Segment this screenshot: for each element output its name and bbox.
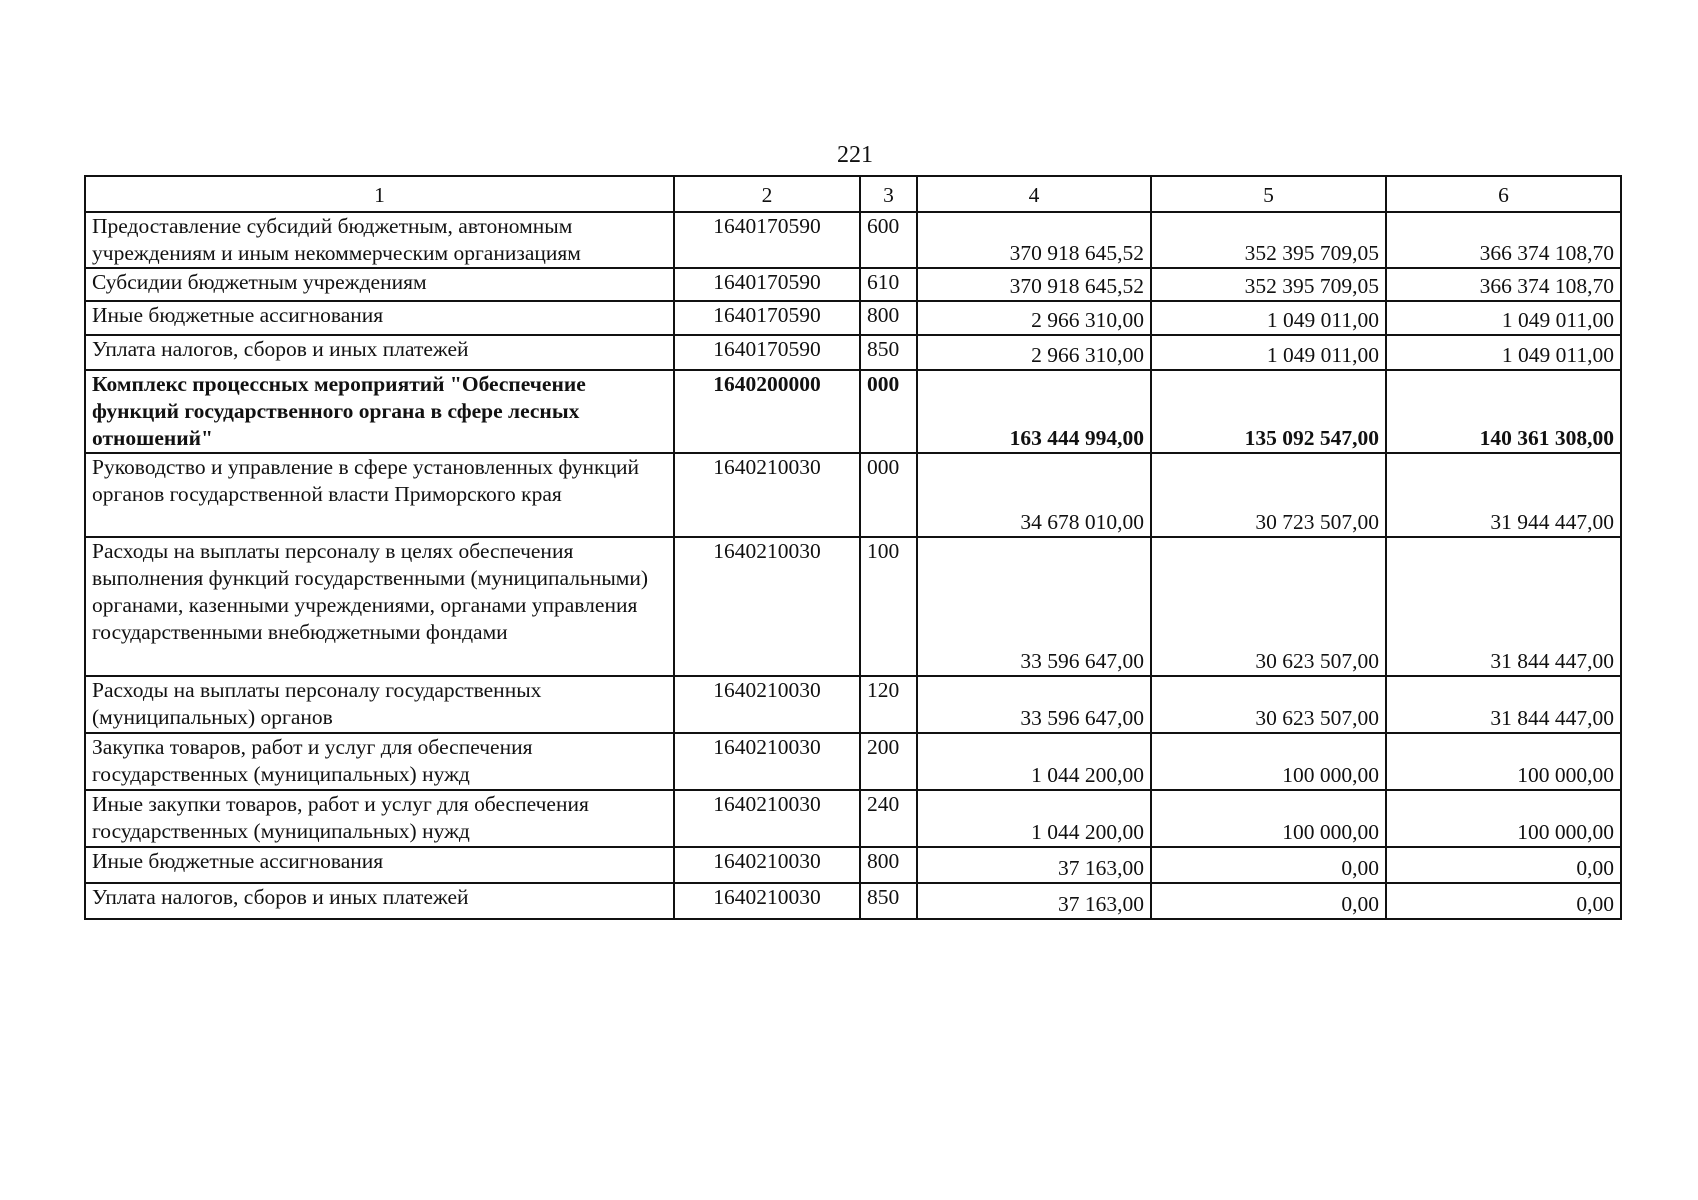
row-value-col6: 1 049 011,00 [1386, 335, 1621, 370]
row-value-col5: 0,00 [1151, 847, 1386, 883]
row-value-col4: 1 044 200,00 [917, 790, 1151, 847]
row-expense-type: 610 [860, 268, 917, 301]
table-row [85, 847, 1621, 883]
row-expense-type: 850 [860, 335, 917, 370]
table-row [85, 733, 1621, 790]
row-value-col5: 352 395 709,05 [1151, 268, 1386, 301]
row-name: Закупка товаров, работ и услуг для обеспечения государственных (муниципальных) нужд [85, 733, 674, 790]
row-value-col6: 140 361 308,00 [1386, 370, 1621, 453]
table-row [85, 790, 1621, 847]
row-value-col5: 100 000,00 [1151, 733, 1386, 790]
row-expense-type: 000 [860, 453, 917, 537]
row-value-col5: 30 723 507,00 [1151, 453, 1386, 537]
row-value-col5: 352 395 709,05 [1151, 212, 1386, 268]
row-expense-type: 100 [860, 537, 917, 676]
row-value-col4: 37 163,00 [917, 847, 1151, 883]
row-expense-type: 800 [860, 301, 917, 335]
table-row [85, 537, 1621, 676]
table-row [85, 212, 1621, 268]
table-row-section [85, 370, 1621, 453]
row-value-col6: 31 844 447,00 [1386, 676, 1621, 733]
row-name: Иные закупки товаров, работ и услуг для обеспечения государственных (муниципальных) нужд [85, 790, 674, 847]
row-name: Предоставление субсидий бюджетным, автономным учреждениям и иным некоммерческим организациям [85, 212, 674, 268]
row-target-code: 1640210030 [674, 790, 860, 847]
row-value-col4: 1 044 200,00 [917, 733, 1151, 790]
table-row [85, 883, 1621, 919]
row-value-col4: 370 918 645,52 [917, 268, 1151, 301]
row-target-code: 1640210030 [674, 883, 860, 919]
row-value-col6: 1 049 011,00 [1386, 301, 1621, 335]
row-expense-type: 000 [860, 370, 917, 453]
row-name: Уплата налогов, сборов и иных платежей [85, 335, 674, 370]
row-target-code: 1640210030 [674, 733, 860, 790]
row-value-col6: 0,00 [1386, 847, 1621, 883]
row-expense-type: 200 [860, 733, 917, 790]
row-value-col5: 1 049 011,00 [1151, 335, 1386, 370]
row-value-col4: 2 966 310,00 [917, 335, 1151, 370]
row-value-col6: 366 374 108,70 [1386, 268, 1621, 301]
row-target-code: 1640200000 [674, 370, 860, 453]
row-target-code: 1640170590 [674, 212, 860, 268]
row-value-col5: 135 092 547,00 [1151, 370, 1386, 453]
row-value-col5: 1 049 011,00 [1151, 301, 1386, 335]
row-target-code: 1640170590 [674, 301, 860, 335]
row-value-col4: 163 444 994,00 [917, 370, 1151, 453]
row-name: Расходы на выплаты персоналу в целях обеспечения выполнения функций государственными (муниципальными) органами, казенными учреждениями, органами управления государственными внебюджетными фондами [85, 537, 674, 676]
row-name: Иные бюджетные ассигнования [85, 301, 674, 335]
row-value-col6: 31 844 447,00 [1386, 537, 1621, 676]
row-value-col4: 34 678 010,00 [917, 453, 1151, 537]
table-row [85, 301, 1621, 335]
row-expense-type: 850 [860, 883, 917, 919]
row-value-col4: 370 918 645,52 [917, 212, 1151, 268]
row-value-col6: 100 000,00 [1386, 733, 1621, 790]
header-cell: 2 [674, 176, 860, 212]
row-value-col4: 33 596 647,00 [917, 676, 1151, 733]
row-expense-type: 240 [860, 790, 917, 847]
row-target-code: 1640170590 [674, 335, 860, 370]
header-cell: 4 [917, 176, 1151, 212]
row-value-col5: 0,00 [1151, 883, 1386, 919]
row-value-col4: 33 596 647,00 [917, 537, 1151, 676]
row-value-col5: 100 000,00 [1151, 790, 1386, 847]
row-expense-type: 120 [860, 676, 917, 733]
table-row [85, 335, 1621, 370]
row-value-col6: 366 374 108,70 [1386, 212, 1621, 268]
row-target-code: 1640210030 [674, 537, 860, 676]
table-row [85, 453, 1621, 537]
table-header-row [85, 176, 1621, 212]
header-cell: 5 [1151, 176, 1386, 212]
row-target-code: 1640210030 [674, 676, 860, 733]
row-name: Субсидии бюджетным учреждениям [85, 268, 674, 301]
budget-table [84, 175, 1622, 920]
row-value-col5: 30 623 507,00 [1151, 676, 1386, 733]
row-value-col6: 31 944 447,00 [1386, 453, 1621, 537]
header-cell: 3 [860, 176, 917, 212]
row-name: Иные бюджетные ассигнования [85, 847, 674, 883]
row-value-col6: 100 000,00 [1386, 790, 1621, 847]
row-value-col6: 0,00 [1386, 883, 1621, 919]
row-target-code: 1640210030 [674, 847, 860, 883]
row-name: Уплата налогов, сборов и иных платежей [85, 883, 674, 919]
row-expense-type: 800 [860, 847, 917, 883]
row-name: Руководство и управление в сфере установленных функций органов государственной власти Приморского края [85, 453, 674, 537]
row-expense-type: 600 [860, 212, 917, 268]
table-row [85, 676, 1621, 733]
header-cell: 6 [1386, 176, 1621, 212]
row-value-col4: 37 163,00 [917, 883, 1151, 919]
page-number: 221 [837, 142, 873, 168]
row-target-code: 1640170590 [674, 268, 860, 301]
table-row [85, 268, 1621, 301]
header-cell: 1 [85, 176, 674, 212]
row-value-col4: 2 966 310,00 [917, 301, 1151, 335]
row-target-code: 1640210030 [674, 453, 860, 537]
row-value-col5: 30 623 507,00 [1151, 537, 1386, 676]
row-name: Расходы на выплаты персоналу государственных (муниципальных) органов [85, 676, 674, 733]
row-name: Комплекс процессных мероприятий "Обеспечение функций государственного органа в сфере лесных отношений" [85, 370, 674, 453]
